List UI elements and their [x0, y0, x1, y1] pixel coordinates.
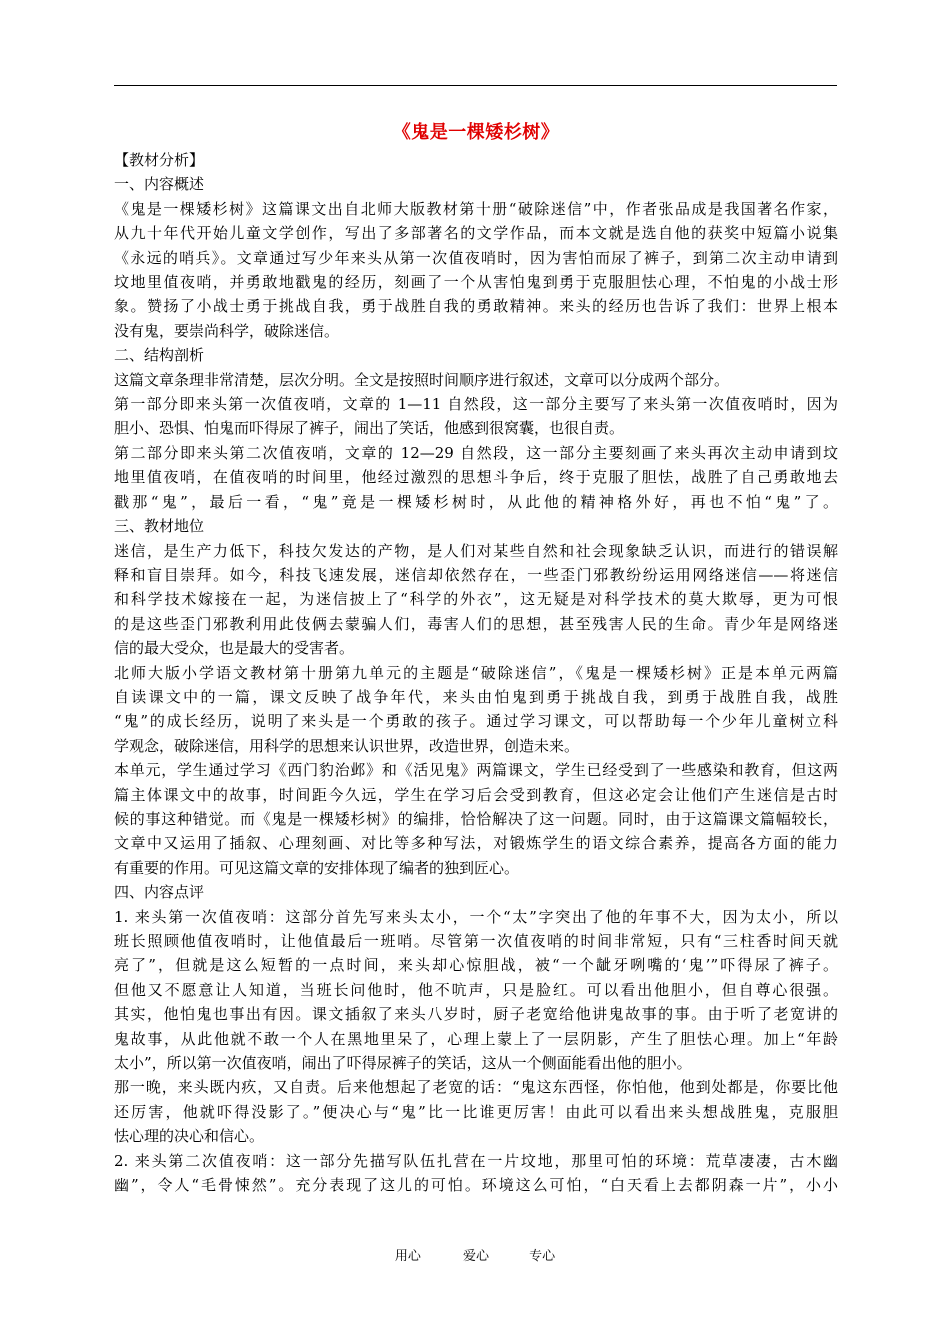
text-line: 坟地里值夜哨，并勇敢地戳鬼的经历，刻画了一个从害怕鬼到勇于克服胆怯心理，不怕鬼的小战士形	[114, 273, 838, 292]
text-line: 【教材分析】	[114, 151, 205, 169]
text-line: 班长照顾他值夜哨时，让他值最后一班哨。尽管第一次值夜哨的时间非常短，只有“三柱香时间天就	[114, 932, 838, 950]
text-line: 这篇文章条理非常清楚，层次分明。全文是按照时间顺序进行叙述，文章可以分成两个部分。	[114, 370, 730, 389]
text-line: 《永远的哨兵》。文章通过写少年来头从第一次值夜哨时，因为害怕而尿了裤子，到第二次主动申请到	[114, 248, 838, 267]
document-body	[114, 118, 838, 1197]
text-line: 一、内容概述	[114, 175, 205, 194]
text-line: 的是这些歪门邪教利用此伎俩去蒙骗人们，毒害人们的思想，甚至残害人民的生命。青少年是网络迷	[114, 614, 838, 633]
text-line: 二、结构剖析	[114, 346, 205, 365]
text-line: 候的事这种错觉。而《鬼是一棵矮杉树》的编排，恰恰解决了这一问题。同时，由于这篇课文篇幅较长，	[114, 809, 838, 828]
text-lines	[114, 148, 838, 1197]
text-line: 亮了”，但就是这么短暂的一点时间，来头却心惊胆战，被“一个龇牙咧嘴的‘鬼’”吓得尿了裤子。	[114, 956, 838, 975]
text-line: 第一部分即来头第一次值夜哨，文章的 1—11 自然段，这一部分主要写了来头第一次值夜哨时，因为	[114, 395, 838, 414]
text-line: 其实，他怕鬼也事出有因。课文插叙了来头八岁时，厨子老宽给他讲鬼故事的事。由于听了老宽讲的	[114, 1005, 838, 1024]
text-line: 学观念，破除迷信，用科学的思想来认识世界，改造世界，创造未来。	[114, 736, 580, 755]
text-line: 释和盲目崇拜。如今，科技飞速发展，迷信却依然存在，一些歪门邪教纷纷运用网络迷信——将迷信	[114, 565, 838, 584]
text-line: 三、教材地位	[114, 517, 205, 536]
page-footer	[0, 1247, 950, 1267]
text-line: 北师大版小学语文教材第十册第九单元的主题是“破除迷信”，《鬼是一棵矮杉树》正是本单元两篇	[114, 663, 838, 682]
text-line: 四、内容点评	[114, 883, 205, 902]
text-line: 胆小、恐惧、怕鬼而吓得尿了裤子，闹出了笑话，他感到很窝囊，也很自责。	[114, 419, 625, 438]
text-line: 从九十年代开始儿童文学创作，写出了多部著名的文学作品，而本文就是选自他的获奖中短篇小说集	[114, 224, 838, 243]
text-line: 有重要的作用。可见这篇文章的安排体现了编者的独到匠心。	[114, 858, 520, 877]
text-line: 怯心理的决心和信心。	[114, 1127, 265, 1146]
text-line: 没有鬼，要崇尚科学，破除迷信。	[114, 321, 340, 340]
footer-text-2: 爱心	[462, 1249, 489, 1264]
header-rule	[114, 85, 837, 86]
text-line: 太小”，所以第一次值夜哨，闹出了吓得尿裤子的笑话，这从一个侧面能看出他的胆小。	[114, 1054, 692, 1073]
text-line: 文章中又运用了插叙、心理刻画、对比等多种写法，对锻炼学生的语文综合素养，提高各方面的能力	[114, 834, 838, 853]
text-line: 信的最大受众，也是最大的受害者。	[114, 639, 355, 658]
text-line: 但他又不愿意让人知道，当班长问他时，他不吭声，只是脸红。可以看出他胆小，但自尊心很强。	[114, 980, 838, 999]
text-line: 本单元，学生通过学习《西门豹治邺》和《活见鬼》两篇课文，学生已经受到了一些感染和教育，但这两	[114, 761, 838, 780]
footer-text-1: 用心	[394, 1249, 421, 1264]
text-line: 幽”，令人“毛骨悚然”。充分表现了这儿的可怕。环境这么可怕，“白天看上去都阴森一片”，小小	[114, 1176, 838, 1195]
text-line: 和科学技术嫁接在一起，为迷信披上了“科学的外衣”，这无疑是对科学技术的莫大欺辱，更为可恨	[114, 590, 838, 609]
text-line: 地里值夜哨，在值夜哨的时间里，他经过激烈的思想斗争后，终于克服了胆怯，战胜了自己勇敢地去	[114, 468, 838, 487]
text-line: 1. 来头第一次值夜哨：这部分首先写来头太小，一个“太”字突出了他的年事不大，因为太小，所以	[114, 907, 838, 926]
text-line: 篇主体课文中的故事，时间距今久远，学生在学习后会受到教育，但这必定会让他们产生迷信是古时	[114, 785, 838, 804]
text-line: 戳那“鬼”，最后一看，“鬼”竟是一棵矮杉树时，从此他的精神格外好，再也不怕“鬼”了。	[114, 492, 838, 511]
document-title: 《鬼是一棵矮杉树》	[392, 122, 560, 143]
text-line: 自读课文中的一篇，课文反映了战争年代，来头由怕鬼到勇于挑战自我，到勇于战胜自我，战胜	[114, 687, 838, 706]
text-line: 《鬼是一棵矮杉树》这篇课文出自北师大版教材第十册“破除迷信”中，作者张品成是我国著名作家，	[114, 199, 838, 218]
text-line: 2. 来头第二次值夜哨：这一部分先描写队伍扎营在一片坟地，那里可怕的环境：荒草凄凄，古木幽	[114, 1151, 838, 1170]
text-line: “鬼”的成长经历，说明了来头是一个勇敢的孩子。通过学习课文，可以帮助每一个少年儿童树立科	[114, 712, 838, 731]
text-line: 那一晚，来头既内疚，又自责。后来他想起了老宽的话：“鬼这东西怪，你怕他，他到处都是，你要比他	[114, 1078, 838, 1097]
footer-text-3: 专心	[529, 1249, 556, 1264]
text-line: 第二部分即来头第二次值夜哨，文章的 12—29 自然段，这一部分主要刻画了来头再次主动申请到坟	[114, 443, 838, 462]
text-line: 象。赞扬了小战士勇于挑战自我，勇于战胜自我的勇敢精神。来头的经历也告诉了我们：世界上根本	[114, 297, 838, 316]
text-line: 鬼故事，从此他就不敢一个人在黑地里呆了，心理上蒙上了一层阴影，产生了胆怯心理。加上“年龄	[114, 1029, 838, 1048]
text-line: 迷信，是生产力低下，科技欠发达的产物，是人们对某些自然和社会现象缺乏认识，而进行的错误解	[114, 541, 838, 560]
text-line: 还厉害，他就吓得没影了。”便决心与“鬼”比一比谁更厉害！由此可以看出来头想战胜鬼，克服胆	[114, 1102, 838, 1121]
